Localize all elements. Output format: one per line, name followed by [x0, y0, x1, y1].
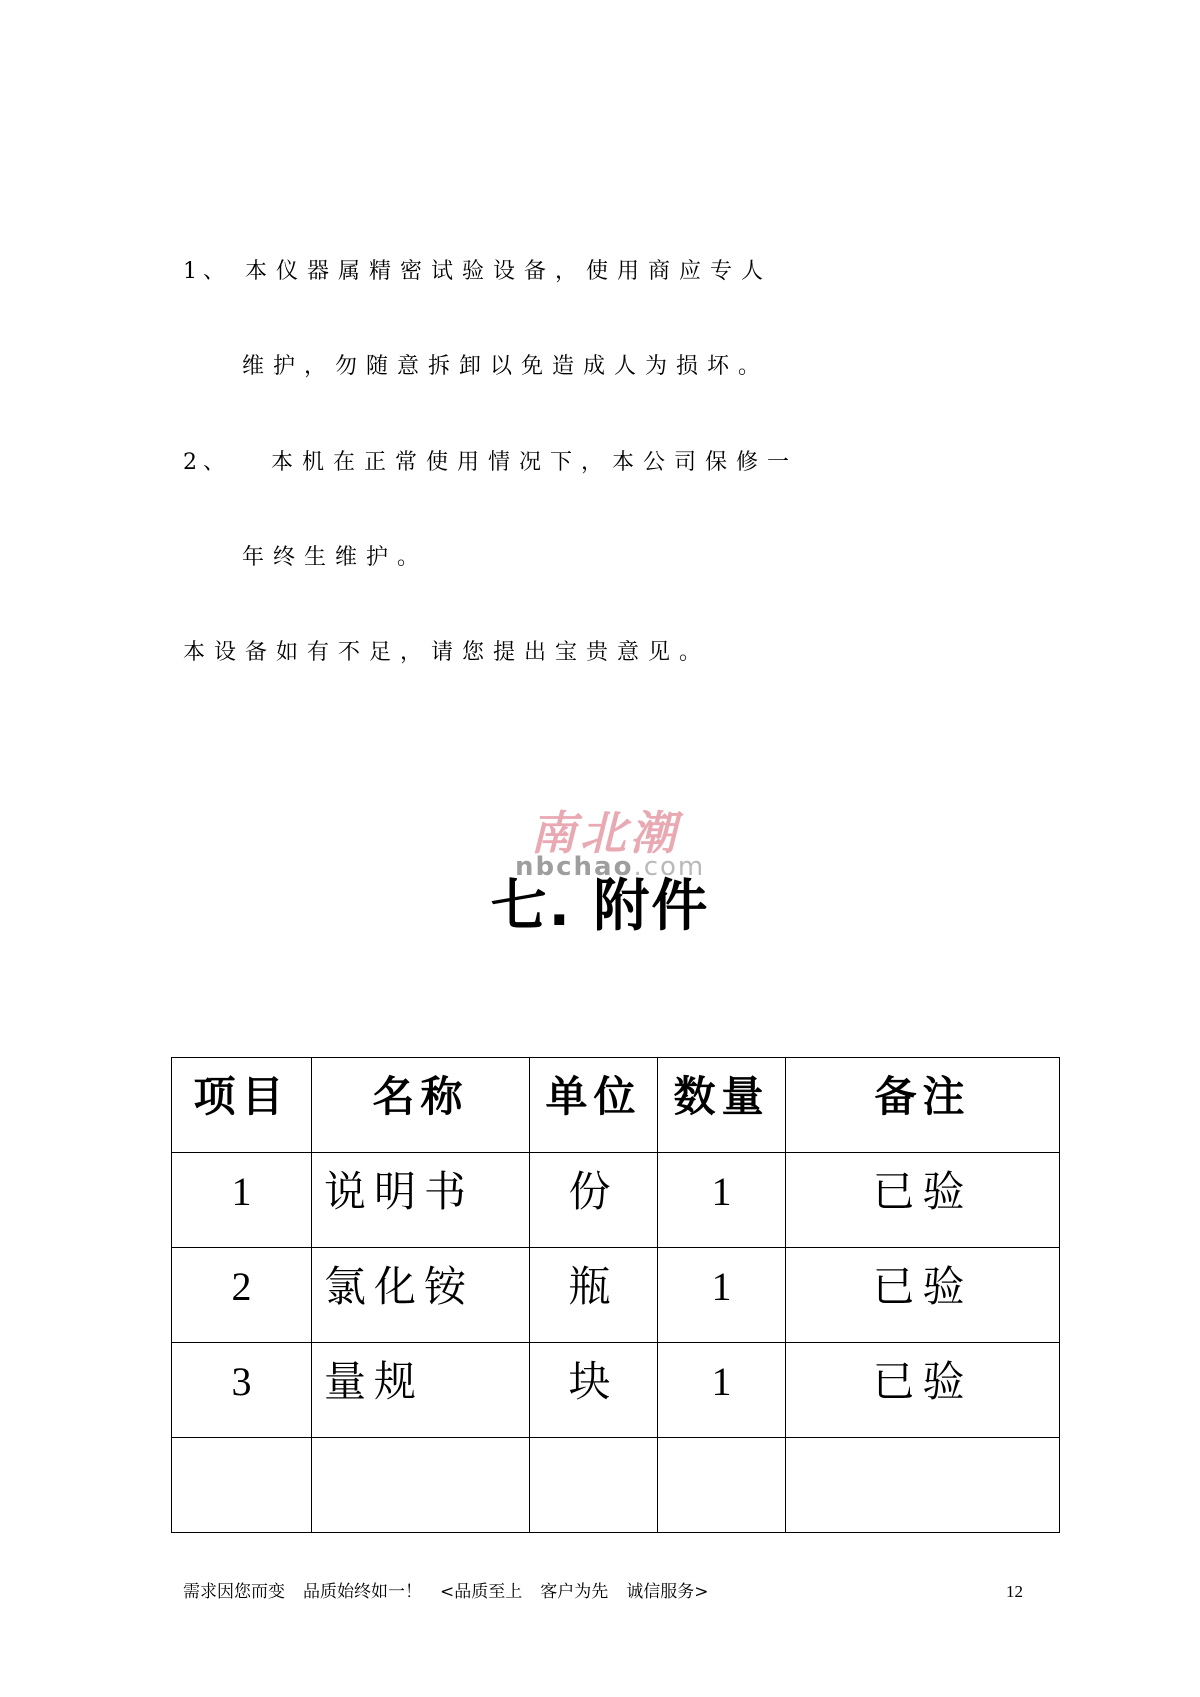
- footer-slogan-4: 客户为先: [540, 1582, 609, 1602]
- row-1-name: 说明书: [312, 1153, 530, 1248]
- note-2-continuation: 年终生维护。: [242, 545, 429, 570]
- note-1-line-2: [242, 352, 769, 382]
- row-3-name: 量规: [312, 1343, 530, 1438]
- header-name: 名称: [312, 1058, 530, 1153]
- footer-slogan-3: <品质至上: [440, 1582, 523, 1602]
- header-unit: 单位: [530, 1058, 658, 1153]
- note-2-line-2: [242, 543, 428, 573]
- row-2-unit: 瓶: [530, 1248, 658, 1343]
- row-2-item: 2: [172, 1248, 312, 1343]
- note-1-text: 本仪器属精密试验设备，使用商应专人: [245, 259, 773, 284]
- row-2-name: 氯化铵: [312, 1248, 530, 1343]
- section-heading: 七. 附件: [490, 874, 710, 939]
- page-number: 12: [1006, 1582, 1023, 1601]
- table-row: [172, 1343, 1060, 1438]
- watermark-domain-main: nbchao: [515, 852, 634, 882]
- note-2-line-1: [183, 448, 798, 478]
- table-row: [172, 1153, 1060, 1248]
- row-1-unit: 份: [530, 1153, 658, 1248]
- footer-slogan-1: 需求因您而变: [183, 1582, 285, 1602]
- note-1-line-1: [183, 257, 772, 287]
- row-4-quantity: [658, 1438, 786, 1533]
- row-4-remarks: [786, 1438, 1060, 1533]
- page-footer: [183, 1580, 727, 1604]
- row-4-unit: [530, 1438, 658, 1533]
- header-item: 项目: [172, 1058, 312, 1153]
- row-2-remarks: 已验: [786, 1248, 1060, 1343]
- footer-slogan-5: 诚信服务>: [626, 1582, 709, 1602]
- note-2-number: 2、: [183, 450, 231, 475]
- row-3-item: 3: [172, 1343, 312, 1438]
- row-3-quantity: 1: [658, 1343, 786, 1438]
- watermark-logo-text: 南北潮: [530, 806, 680, 860]
- footer-slogan-2: 品质始终如一！: [303, 1582, 422, 1602]
- note-1-continuation: 维护，勿随意拆卸以免造成人为损坏。: [242, 354, 770, 379]
- row-1-quantity: 1: [658, 1153, 786, 1248]
- table-row: [172, 1438, 1060, 1533]
- row-3-remarks: 已验: [786, 1343, 1060, 1438]
- table-row: [172, 1248, 1060, 1343]
- header-quantity: 数量: [658, 1058, 786, 1153]
- row-4-name: [312, 1438, 530, 1533]
- row-3-unit: 块: [530, 1343, 658, 1438]
- watermark-domain-tail: .com: [633, 852, 706, 882]
- row-2-quantity: 1: [658, 1248, 786, 1343]
- table-header-row: [172, 1058, 1060, 1153]
- row-1-remarks: 已验: [786, 1153, 1060, 1248]
- site-watermark: [515, 806, 706, 882]
- row-1-item: 1: [172, 1153, 312, 1248]
- note-1-number: 1、: [183, 259, 231, 284]
- row-4-item: [172, 1438, 312, 1533]
- feedback-note: [183, 638, 710, 668]
- header-remarks: 备注: [786, 1058, 1060, 1153]
- accessories-table: [171, 1057, 1060, 1533]
- feedback-text: 本设备如有不足，请您提出宝贵意见。: [183, 640, 711, 665]
- note-2-text: 本机在正常使用情况下，本公司保修一: [271, 450, 799, 475]
